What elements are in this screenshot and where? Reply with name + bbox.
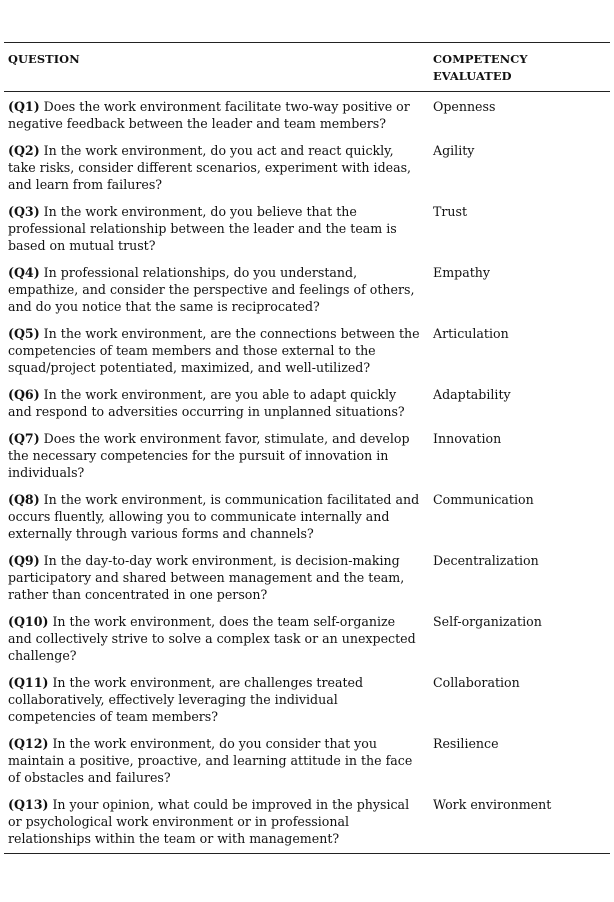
table-header	[4, 43, 610, 92]
header-question-label: QUESTION	[8, 52, 80, 66]
question-cell	[4, 137, 426, 198]
question-text: In the work environment, is communication facilitated and occurs fluently, allowing you to communicate internally and externally through various forms and channels?	[8, 492, 420, 541]
header-competency-line1: COMPETENCY	[433, 52, 528, 66]
question-id: (Q6)	[8, 387, 40, 402]
table-row	[4, 320, 610, 381]
question-cell	[4, 320, 426, 381]
question-id: (Q3)	[8, 204, 40, 219]
question-text: Does the work environment facilitate two-way positive or negative feedback between the leader and team members?	[8, 99, 410, 131]
table-row	[4, 791, 610, 854]
question-text: In the work environment, are challenges treated collaboratively, effectively leveraging the individual competencies of team members?	[8, 675, 364, 724]
competency-cell: Collaboration	[433, 675, 520, 690]
table-row	[4, 198, 610, 259]
question-id: (Q8)	[8, 492, 40, 507]
question-text: In the day-to-day work environment, is decision-making participatory and shared between management and the team, rather than concentrated in one person?	[8, 553, 405, 602]
competency-cell: Openness	[433, 99, 496, 114]
competency-cell: Innovation	[433, 431, 502, 446]
question-text: In the work environment, are the connections between the competencies of team members and those external to the squad/project potentiated, maximized, and well-utilized?	[8, 326, 420, 375]
table-row	[4, 425, 610, 486]
competency-cell: Decentralization	[433, 553, 539, 568]
table-row	[4, 381, 610, 425]
question-id: (Q1)	[8, 99, 40, 114]
question-cell	[4, 669, 426, 730]
header-row	[4, 43, 610, 92]
question-text: In professional relationships, do you understand, empathize, and consider the perspective and feelings of others, and do you notice that the same is reciprocated?	[8, 265, 415, 314]
table-row	[4, 486, 610, 547]
question-text: In the work environment, do you believe that the professional relationship between the leader and the team is based on mutual trust?	[8, 204, 397, 253]
question-text: Does the work environment favor, stimulate, and develop the necessary competencies for the pursuit of innovation in individuals?	[8, 431, 410, 480]
question-id: (Q9)	[8, 553, 40, 568]
question-cell	[4, 791, 426, 854]
competency-cell: Articulation	[433, 326, 509, 341]
question-id: (Q4)	[8, 265, 40, 280]
competency-cell: Communication	[433, 492, 534, 507]
question-id: (Q7)	[8, 431, 40, 446]
question-id: (Q12)	[8, 736, 49, 751]
question-text: In the work environment, does the team self-organize and collectively strive to solve a complex task or an unexpected challenge?	[8, 614, 416, 663]
question-text: In the work environment, do you consider that you maintain a positive, proactive, and learning attitude in the face of obstacles and failures?	[8, 736, 413, 785]
question-text: In your opinion, what could be improved in the physical or psychological work environment or in professional relationships within the team or with management?	[8, 797, 410, 846]
table-row	[4, 608, 610, 669]
question-id: (Q13)	[8, 797, 49, 812]
table-row	[4, 259, 610, 320]
question-cell	[4, 547, 426, 608]
questionnaire-table	[4, 42, 610, 854]
question-id: (Q2)	[8, 143, 40, 158]
question-cell	[4, 259, 426, 320]
question-cell	[4, 381, 426, 425]
competency-cell: Resilience	[433, 736, 499, 751]
header-question	[4, 43, 426, 92]
table-row	[4, 669, 610, 730]
table-body	[4, 92, 610, 854]
competency-cell: Self-organization	[433, 614, 542, 629]
table-row	[4, 92, 610, 138]
question-cell	[4, 730, 426, 791]
competency-cell: Agility	[433, 143, 475, 158]
header-competency-line2: EVALUATED	[433, 69, 512, 83]
question-text: In the work environment, are you able to adapt quickly and respond to adversities occurring in unplanned situations?	[8, 387, 405, 419]
table-row	[4, 730, 610, 791]
question-id: (Q11)	[8, 675, 49, 690]
question-cell	[4, 198, 426, 259]
questionnaire-table-container	[4, 42, 610, 854]
table-row	[4, 547, 610, 608]
competency-cell: Empathy	[433, 265, 490, 280]
question-cell	[4, 92, 426, 138]
question-cell	[4, 608, 426, 669]
question-id: (Q5)	[8, 326, 40, 341]
competency-cell: Adaptability	[433, 387, 511, 402]
table-row	[4, 137, 610, 198]
competency-cell: Work environment	[426, 791, 610, 854]
question-id: (Q10)	[8, 614, 49, 629]
header-competency	[426, 43, 610, 92]
question-text: In the work environment, do you act and react quickly, take risks, consider different scenarios, experiment with ideas, and learn from failures?	[8, 143, 412, 192]
question-cell	[4, 425, 426, 486]
competency-cell: Trust	[433, 204, 468, 219]
question-cell	[4, 486, 426, 547]
